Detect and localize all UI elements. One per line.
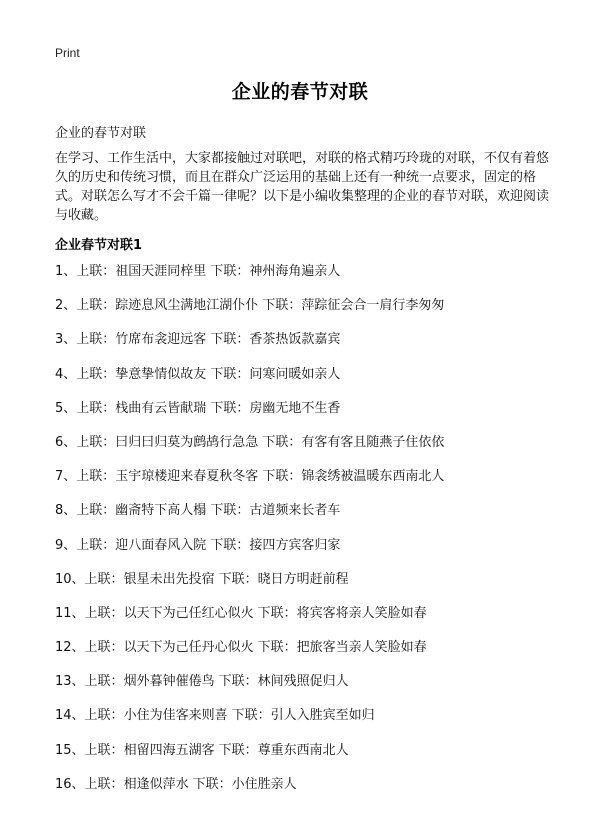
upper-couplet-label: 上联： <box>76 400 116 416</box>
lower-couplet-label: 下联： <box>257 640 297 656</box>
couplet-number: 7、 <box>55 469 77 485</box>
couplet-item <box>55 606 565 640</box>
lower-couplet-label: 下联： <box>210 400 250 416</box>
lower-couplet-text: 小住胜亲人 <box>231 776 297 792</box>
lower-couplet-text: 晓日方明赶前程 <box>257 571 349 587</box>
upper-couplet-label: 上联： <box>84 571 124 587</box>
upper-couplet-label: 上联： <box>84 674 124 690</box>
upper-couplet-text: 幽斋特下高人榻 <box>115 503 207 519</box>
upper-couplet-label: 上联： <box>76 503 116 519</box>
upper-couplet-label: 上联： <box>76 298 116 314</box>
couplet-item <box>55 708 565 742</box>
couplet-number: 12、 <box>55 640 85 656</box>
lower-couplet-label: 下联： <box>192 776 232 792</box>
couplet-item <box>55 401 565 435</box>
couplet-number: 16、 <box>55 776 85 792</box>
lower-couplet-label: 下联： <box>210 503 250 519</box>
upper-couplet-text: 挚意挚情似故友 <box>115 366 207 382</box>
upper-couplet-label: 上联： <box>84 742 124 758</box>
couplet-item <box>55 469 565 503</box>
couplet-number: 6、 <box>55 434 77 450</box>
lower-couplet-text: 神州海角遍亲人 <box>249 264 341 279</box>
lower-couplet-label: 下联： <box>210 366 250 382</box>
upper-couplet-text: 以天下为己任红心似火 <box>123 605 254 621</box>
couplet-item <box>55 743 565 777</box>
couplet-number: 2、 <box>55 298 77 314</box>
lower-couplet-text: 问寒问暖如亲人 <box>249 366 341 382</box>
lower-couplet-label: 下联： <box>210 332 250 348</box>
upper-couplet-text: 小住为佳客来则喜 <box>123 708 228 724</box>
couplet-number: 14、 <box>55 708 85 724</box>
couplet-item <box>55 264 565 298</box>
couplet-number: 15、 <box>55 742 85 758</box>
upper-couplet-text: 以天下为己任丹心似火 <box>123 640 254 656</box>
upper-couplet-text: 迎八面春风入院 <box>115 537 207 553</box>
upper-couplet-label: 上联： <box>84 776 124 792</box>
couplet-item <box>55 435 565 469</box>
lower-couplet-text: 古道频来长者车 <box>249 503 341 519</box>
lower-couplet-label: 下联： <box>218 674 258 690</box>
upper-couplet-text: 祖国天涯同梓里 <box>115 264 207 279</box>
couplet-item <box>55 503 565 537</box>
upper-couplet-text: 相留四海五湖客 <box>123 742 215 758</box>
lower-couplet-text: 接四方宾客归家 <box>249 537 341 553</box>
print-label: Print <box>55 46 80 60</box>
upper-couplet-text: 曰归曰归莫为鹧鸪行急急 <box>115 434 259 450</box>
upper-couplet-label: 上联： <box>76 469 116 485</box>
upper-couplet-label: 上联： <box>84 708 124 724</box>
document-subtitle: 企业的春节对联 <box>55 126 147 141</box>
upper-couplet-label: 上联： <box>84 605 124 621</box>
lower-couplet-label: 下联： <box>218 571 258 587</box>
lower-couplet-text: 把旅客当亲人笑脸如春 <box>296 640 427 656</box>
lower-couplet-text: 林间残照促归人 <box>257 674 349 690</box>
lower-couplet-text: 房幽无地不生香 <box>249 400 341 416</box>
upper-couplet-text: 银星未出先投宿 <box>123 571 215 587</box>
lower-couplet-label: 下联： <box>231 708 271 724</box>
couplet-number: 9、 <box>55 537 77 553</box>
couplet-number: 11、 <box>55 605 85 621</box>
upper-couplet-text: 相逢似萍水 <box>123 776 189 792</box>
couplet-item <box>55 332 565 366</box>
lower-couplet-label: 下联： <box>210 537 250 553</box>
lower-couplet-text: 引人入胜宾至如归 <box>270 708 375 724</box>
couplet-number: 4、 <box>55 366 77 382</box>
lower-couplet-label: 下联： <box>218 742 258 758</box>
couplet-item <box>55 367 565 401</box>
lower-couplet-text: 萍踪征会合一肩行李匆匆 <box>301 298 445 314</box>
upper-couplet-text: 踪迹息风尘满地江湖仆仆 <box>115 298 259 314</box>
upper-couplet-text: 栈曲有云皆献瑞 <box>115 400 207 416</box>
couplet-number: 13、 <box>55 674 85 690</box>
intro-paragraph: 在学习、工作生活中，大家都接触过对联吧，对联的格式精巧玲珑的对联，不仅有着悠久的历史和传统习惯，而且在群众广泛运用的基础上还有一种统一点要求，固定的格式。对联怎么写才不会千篇一律呢？以下是小编收集整理的企业的春节对联，欢迎阅读与收藏。 <box>55 151 550 223</box>
lower-couplet-text: 将宾客将亲人笑脸如春 <box>296 605 427 621</box>
lower-couplet-text: 香茶热饭款嘉宾 <box>249 332 341 348</box>
couplet-number: 3、 <box>55 332 77 348</box>
couplet-number: 1、 <box>55 264 77 279</box>
upper-couplet-text: 玉宇琼楼迎来春夏秋冬客 <box>115 469 259 485</box>
couplet-item <box>55 640 565 674</box>
lower-couplet-label: 下联： <box>262 469 302 485</box>
upper-couplet-text: 烟外暮钟催倦鸟 <box>123 674 215 690</box>
document-title: 企业的春节对联 <box>231 81 369 103</box>
couplet-item <box>55 298 565 332</box>
couplet-item <box>55 777 565 811</box>
couplet-number: 8、 <box>55 503 77 519</box>
couplet-number: 5、 <box>55 400 77 416</box>
lower-couplet-text: 有客有客且随燕子住依依 <box>301 434 445 450</box>
couplet-number: 10、 <box>55 571 85 587</box>
couplet-item <box>55 572 565 606</box>
couplet-item <box>55 538 565 572</box>
lower-couplet-text: 尊重东西南北人 <box>257 742 349 758</box>
lower-couplet-label: 下联： <box>257 605 297 621</box>
upper-couplet-text: 竹席布衾迎远客 <box>115 332 207 348</box>
section-heading: 企业春节对联1 <box>55 238 143 253</box>
lower-couplet-label: 下联： <box>262 298 302 314</box>
lower-couplet-text: 锦衾绣被温暖东西南北人 <box>301 469 445 485</box>
couplet-item <box>55 674 565 708</box>
upper-couplet-label: 上联： <box>76 332 116 348</box>
upper-couplet-label: 上联： <box>76 537 116 553</box>
upper-couplet-label: 上联： <box>76 264 116 279</box>
upper-couplet-label: 上联： <box>76 434 116 450</box>
lower-couplet-label: 下联： <box>210 264 250 279</box>
lower-couplet-label: 下联： <box>262 434 302 450</box>
upper-couplet-label: 上联： <box>84 640 124 656</box>
upper-couplet-label: 上联： <box>76 366 116 382</box>
couplet-list <box>55 264 565 811</box>
